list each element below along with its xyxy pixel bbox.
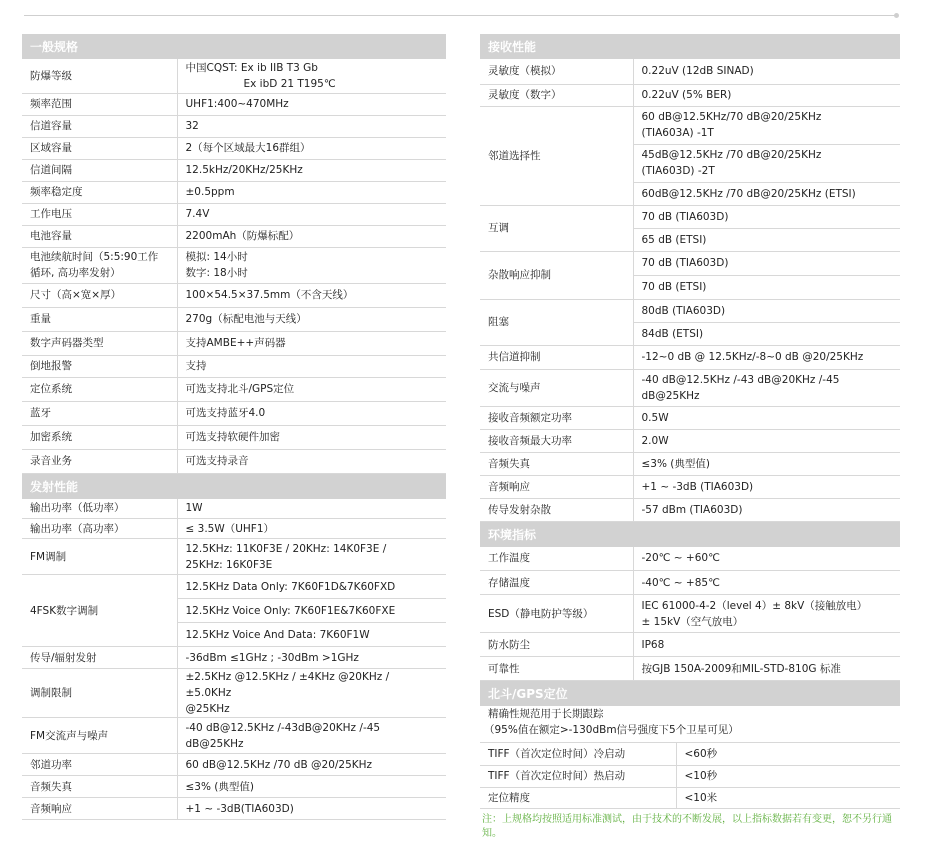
spec-value-line: -57 dBm (TIA603D) <box>641 503 743 516</box>
spec-value <box>177 718 446 754</box>
spec-value-line: 25KHz: 16K0F3E <box>185 558 273 571</box>
spec-row <box>22 575 446 599</box>
top-divider <box>24 15 896 16</box>
section-header: 北斗/GPS定位 <box>480 681 900 706</box>
spec-label: 频率稳定度 <box>22 181 177 203</box>
spec-label: 重量 <box>22 307 177 331</box>
spec-value <box>177 776 446 798</box>
spec-label: 信道间隔 <box>22 159 177 181</box>
spec-value <box>633 633 900 657</box>
spec-value <box>177 669 446 718</box>
spec-label: 互调 <box>480 205 633 251</box>
spec-value-line: dB@25KHz <box>185 737 244 750</box>
spec-row <box>22 159 446 181</box>
spec-value-line: 1W <box>185 502 203 515</box>
spec-row <box>480 743 900 765</box>
spec-value-line: 支持AMBE++声码器 <box>185 337 286 349</box>
spec-value <box>177 247 446 283</box>
spec-value <box>177 181 446 203</box>
spec-label: 防水防尘 <box>480 633 633 657</box>
spec-value <box>633 251 900 275</box>
spec-value <box>676 787 900 808</box>
spec-row <box>480 406 900 429</box>
spec-value-line: 65 dB (ETSI) <box>641 233 707 246</box>
spec-label: 信道容量 <box>22 115 177 137</box>
spec-value-line: -40 dB@12.5KHz /-43 dB@20KHz /-45 <box>641 373 840 386</box>
spec-table <box>22 499 446 821</box>
spec-row <box>22 539 446 575</box>
spec-row <box>480 299 900 322</box>
spec-row <box>22 137 446 159</box>
spec-value-line: <10米 <box>684 791 718 804</box>
spec-value-line: 支持 <box>185 360 207 372</box>
spec-value-line: IEC 61000-4-2（level 4）± 8kV（接触放电） <box>641 599 868 612</box>
spec-value-line: 2（每个区域最大16群组） <box>185 142 311 154</box>
spec-label: 蓝牙 <box>22 401 177 425</box>
spec-label: ESD（静电防护等级） <box>480 595 633 633</box>
spec-value <box>633 595 900 633</box>
spec-label: 频率范围 <box>22 93 177 115</box>
spec-label: 音频失真 <box>22 776 177 798</box>
spec-value <box>177 623 446 647</box>
spec-label: 倒地报警 <box>22 355 177 377</box>
spec-row <box>22 203 446 225</box>
spec-row <box>22 798 446 820</box>
spec-label: 音频响应 <box>480 475 633 498</box>
spec-label: 定位精度 <box>480 787 676 808</box>
spec-row <box>480 205 900 228</box>
spec-label: 调制限制 <box>22 669 177 718</box>
spec-value <box>177 575 446 599</box>
spec-row <box>480 475 900 498</box>
spec-value-line: 270g（标配电池与天线） <box>185 313 307 325</box>
spec-row <box>22 776 446 798</box>
spec-value-line: 2200mAh（防爆标配） <box>185 230 300 242</box>
spec-row <box>480 547 900 571</box>
spec-value <box>177 519 446 539</box>
spec-row <box>22 331 446 355</box>
spec-table <box>480 59 900 522</box>
spec-row <box>22 283 446 307</box>
spec-value <box>633 369 900 406</box>
spec-value-line: dB@25KHz <box>641 389 700 402</box>
spec-row <box>22 647 446 669</box>
spec-value-line: -40℃ ~ +85℃ <box>641 576 720 589</box>
spec-label: 邻道功率 <box>22 754 177 776</box>
top-divider-dot <box>894 13 899 18</box>
spec-row <box>22 181 446 203</box>
spec-value <box>633 429 900 452</box>
spec-value-line: -40 dB@12.5KHz /-43dB@20KHz /-45 <box>185 721 381 734</box>
spec-label: 区域容量 <box>22 137 177 159</box>
spec-label: FM调制 <box>22 539 177 575</box>
spec-row <box>480 59 900 84</box>
spec-value <box>177 137 446 159</box>
spec-value <box>177 331 446 355</box>
section-intro-line: 精确性规范用于长期跟踪 <box>488 708 604 720</box>
spec-value <box>633 275 900 299</box>
spec-value <box>177 647 446 669</box>
spec-value <box>177 539 446 575</box>
spec-value <box>633 228 900 251</box>
spec-value-line: ±2.5KHz @12.5KHz / ±4KHz @20KHz / ±5.0KHz <box>185 671 390 699</box>
right-spec-column <box>480 34 900 841</box>
spec-row <box>22 519 446 539</box>
spec-value <box>633 84 900 106</box>
spec-value-line: 60dB@12.5KHz /70 dB@20/25KHz (ETSI) <box>641 187 856 200</box>
spec-value-line: 60 dB@12.5KHz/70 dB@20/25KHz <box>641 111 822 123</box>
spec-label: 电池容量 <box>22 225 177 247</box>
spec-value <box>177 499 446 519</box>
spec-value-line: 100×54.5×37.5mm（不含天线） <box>185 289 354 301</box>
spec-row <box>480 345 900 369</box>
spec-value <box>177 307 446 331</box>
spec-row <box>22 669 446 718</box>
spec-value <box>633 299 900 322</box>
spec-value-line: 模拟: 14小时 <box>185 251 248 263</box>
footnote: 注：上规格均按照适用标准测试，由于技术的不断发展，以上指标数据若有变更，恕不另行通知。 <box>482 813 892 839</box>
spec-value-line: ≤3% (典型值) <box>185 780 254 793</box>
spec-value <box>633 322 900 345</box>
spec-label: 灵敏度（数字） <box>480 84 633 106</box>
spec-label: 定位系统 <box>22 377 177 401</box>
spec-row <box>480 106 900 144</box>
spec-value-line: 可选支持北斗/GPS定位 <box>185 383 295 395</box>
spec-row <box>480 251 900 275</box>
spec-value-line: 12.5kHz/20KHz/25KHz <box>185 164 303 176</box>
spec-value <box>177 754 446 776</box>
spec-value-line: IP68 <box>641 638 665 651</box>
spec-value-line: -12~0 dB @ 12.5KHz/-8~0 dB @20/25KHz <box>641 351 864 363</box>
spec-value-line: (TIA603D) -2T <box>641 165 715 177</box>
spec-value-line: 0.5W <box>641 411 669 424</box>
spec-row <box>22 307 446 331</box>
spec-value <box>633 452 900 475</box>
spec-table <box>480 743 900 809</box>
spec-label: 电池续航时间（5:5:90工作循环, 高功率发射） <box>22 247 177 283</box>
spec-label: 数字声码器类型 <box>22 331 177 355</box>
spec-label: 输出功率（低功率） <box>22 499 177 519</box>
spec-value-line: 0.22uV (12dB SINAD) <box>641 65 754 78</box>
section-header: 发射性能 <box>22 474 446 499</box>
spec-value <box>633 406 900 429</box>
spec-value-line: 数字: 18小时 <box>185 267 248 279</box>
spec-value <box>177 401 446 425</box>
spec-value-line: 12.5KHz Voice And Data: 7K60F1W <box>185 628 370 641</box>
section-intro-line: （95%值在额定>-130dBm信号强度下5个卫星可见） <box>484 724 739 736</box>
spec-row <box>480 429 900 452</box>
spec-label: 4FSK数字调制 <box>22 575 177 647</box>
left-spec-column <box>22 34 446 820</box>
spec-row <box>480 633 900 657</box>
spec-row <box>480 595 900 633</box>
spec-label: 输出功率（高功率） <box>22 519 177 539</box>
spec-table <box>480 547 900 682</box>
spec-value-line: 12.5KHz: 11K0F3E / 20KHz: 14K0F3E / <box>185 542 387 555</box>
spec-label: TIFF（首次定位时间）冷启动 <box>480 743 676 765</box>
spec-row <box>22 59 446 93</box>
section-header: 环境指标 <box>480 522 900 547</box>
spec-value-line: 可选支持蓝牙4.0 <box>185 407 266 419</box>
spec-value-line: Ex ibD 21 T195℃ <box>243 77 336 90</box>
spec-value-line: 70 dB (TIA603D) <box>641 210 729 223</box>
spec-value <box>177 798 446 820</box>
spec-row <box>22 449 446 473</box>
spec-value-line: 45dB@12.5KHz /70 dB@20/25KHz <box>641 149 822 161</box>
spec-row <box>22 401 446 425</box>
spec-value-line: +1 ~ -3dB(TIA603D) <box>185 802 294 815</box>
spec-value-line: 84dB (ETSI) <box>641 327 704 340</box>
spec-row <box>480 452 900 475</box>
spec-label: 尺寸（高×宽×厚） <box>22 283 177 307</box>
spec-label: 工作电压 <box>22 203 177 225</box>
spec-value-line: @25KHz <box>185 703 230 715</box>
spec-value <box>177 203 446 225</box>
spec-value-line: UHF1:400~470MHz <box>185 98 289 110</box>
spec-row <box>22 225 446 247</box>
spec-value-line: ≤3% (典型值) <box>641 457 710 470</box>
spec-value-line: +1 ~ -3dB (TIA603D) <box>641 480 754 493</box>
spec-value <box>177 283 446 307</box>
spec-row <box>480 657 900 681</box>
spec-value-line: ≤ 3.5W（UHF1） <box>185 522 275 535</box>
spec-value-line: (TIA603A) -1T <box>641 127 714 139</box>
spec-label: 存储温度 <box>480 571 633 595</box>
spec-value-line: -36dBm ≤1GHz ; -30dBm >1GHz <box>185 651 359 664</box>
spec-value-line: 2.0W <box>641 434 669 447</box>
spec-value <box>177 93 446 115</box>
spec-label: 传导发射杂散 <box>480 498 633 521</box>
spec-value <box>633 106 900 144</box>
spec-value <box>177 377 446 401</box>
spec-label: 接收音频额定功率 <box>480 406 633 429</box>
spec-label: 加密系统 <box>22 425 177 449</box>
spec-label: 共信道抑制 <box>480 345 633 369</box>
spec-row <box>22 718 446 754</box>
spec-value-line: 12.5KHz Voice Only: 7K60F1E&7K60FXE <box>185 604 396 617</box>
spec-value <box>177 115 446 137</box>
spec-value <box>177 225 446 247</box>
spec-row <box>480 498 900 521</box>
spec-value <box>676 765 900 787</box>
spec-label: 可靠性 <box>480 657 633 681</box>
spec-row <box>22 425 446 449</box>
spec-label: 录音业务 <box>22 449 177 473</box>
spec-value <box>633 182 900 205</box>
spec-label: 邻道选择性 <box>480 106 633 205</box>
spec-table <box>22 59 446 474</box>
spec-row <box>480 84 900 106</box>
spec-label: 音频响应 <box>22 798 177 820</box>
spec-value <box>633 657 900 681</box>
spec-value-line: <10秒 <box>684 770 718 782</box>
spec-value-line: 按GJB 150A-2009和MIL-STD-810G 标准 <box>641 662 841 675</box>
spec-label: 传导/辐射发射 <box>22 647 177 669</box>
spec-value <box>633 571 900 595</box>
spec-value-line: 0.22uV (5% BER) <box>641 89 732 101</box>
spec-value-line: 70 dB (TIA603D) <box>641 257 729 269</box>
spec-row <box>22 499 446 519</box>
spec-value-line: 12.5KHz Data Only: 7K60F1D&7K60FXD <box>185 580 396 593</box>
spec-label: TIFF（首次定位时间）热启动 <box>480 765 676 787</box>
spec-label: 杂散响应抑制 <box>480 251 633 299</box>
spec-value <box>177 449 446 473</box>
spec-value <box>177 425 446 449</box>
spec-value <box>177 599 446 623</box>
spec-value-line: ± 15kV（空气放电） <box>641 615 744 628</box>
spec-row <box>22 355 446 377</box>
spec-label: 工作温度 <box>480 547 633 571</box>
spec-label: 交流与噪声 <box>480 369 633 406</box>
spec-value <box>633 205 900 228</box>
spec-row <box>22 754 446 776</box>
spec-row <box>480 787 900 808</box>
spec-row <box>480 369 900 406</box>
spec-value-line: 中国CQST: Ex ib IIB T3 Gb <box>185 61 318 74</box>
spec-value-line: 7.4V <box>185 208 210 220</box>
spec-value <box>177 59 446 93</box>
spec-value <box>177 159 446 181</box>
spec-label: FM交流声与噪声 <box>22 718 177 754</box>
spec-value-line: ±0.5ppm <box>185 186 235 198</box>
spec-row <box>22 377 446 401</box>
spec-value-line: 可选支持录音 <box>185 455 249 467</box>
spec-value-line: 60 dB@12.5KHz /70 dB @20/25KHz <box>185 758 373 771</box>
spec-row <box>22 93 446 115</box>
spec-label: 接收音频最大功率 <box>480 429 633 452</box>
spec-value <box>633 59 900 84</box>
spec-value <box>676 743 900 765</box>
spec-value <box>633 475 900 498</box>
section-header: 接收性能 <box>480 34 900 59</box>
spec-value-line: 可选支持软硬件加密 <box>185 431 280 443</box>
spec-label: 阻塞 <box>480 299 633 345</box>
spec-row <box>22 247 446 283</box>
spec-value-line: <60秒 <box>684 747 718 760</box>
spec-row <box>480 571 900 595</box>
spec-value-line: 80dB (TIA603D) <box>641 304 726 317</box>
spec-value-line: 70 dB (ETSI) <box>641 281 707 293</box>
spec-value <box>633 498 900 521</box>
spec-label: 音频失真 <box>480 452 633 475</box>
spec-value <box>177 355 446 377</box>
spec-row <box>480 765 900 787</box>
section-header: 一般规格 <box>22 34 446 59</box>
spec-label: 防爆等级 <box>22 59 177 93</box>
spec-value <box>633 144 900 182</box>
spec-value-line: 32 <box>185 120 199 132</box>
spec-value <box>633 345 900 369</box>
spec-label: 灵敏度（模拟） <box>480 59 633 84</box>
spec-value <box>633 547 900 571</box>
spec-value-line: -20℃ ~ +60℃ <box>641 552 720 565</box>
spec-row <box>22 115 446 137</box>
